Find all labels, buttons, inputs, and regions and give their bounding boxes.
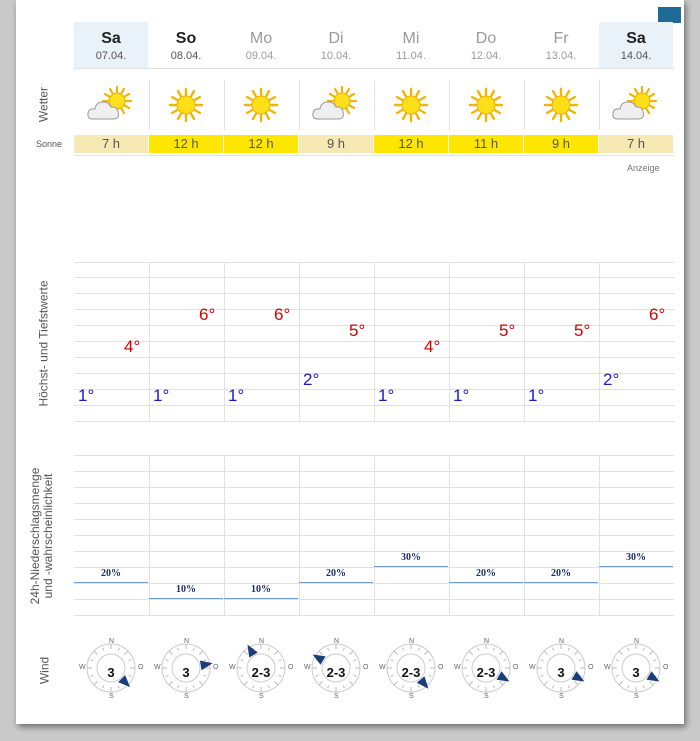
compass-n: N: [559, 638, 565, 645]
temp-low: 2°: [303, 370, 320, 389]
temp-col-sep: [374, 262, 375, 421]
precip-probability: 10%: [251, 584, 271, 595]
day-date: 11.04.: [396, 50, 426, 62]
wind-compass: [449, 635, 523, 705]
day-name: So: [175, 30, 197, 47]
sun-icon: [374, 80, 448, 130]
temp-col-sep: [299, 262, 300, 421]
temp-col-sep: [224, 262, 225, 421]
wind-compass: [224, 635, 298, 705]
temp-low: 1°: [228, 386, 245, 405]
wind-compass: [149, 635, 223, 705]
precip-probability: 10%: [176, 584, 196, 595]
day-header[interactable]: [449, 22, 523, 68]
day-date: 09.04.: [245, 50, 277, 62]
day-name: Sa: [626, 30, 646, 47]
wind-strength: 3: [632, 665, 640, 680]
wind-strength: 2-3: [326, 665, 346, 680]
wind-compass: [374, 635, 448, 705]
temp-high: 6°: [199, 305, 216, 324]
precip-col-sep: [149, 455, 150, 615]
day-date: 08.04.: [170, 50, 202, 62]
day-date: 13.04.: [545, 50, 577, 62]
sunshine-hours: 12 h: [374, 135, 448, 153]
compass-w: W: [454, 664, 461, 671]
compass-n: N: [634, 638, 640, 645]
sun-icon: [224, 80, 298, 130]
day-date: 10.04.: [320, 50, 352, 62]
day-date: 12.04.: [470, 50, 502, 62]
day-name: Mi: [402, 30, 420, 47]
partly-cloudy-icon: [74, 80, 148, 130]
precip-bar: [374, 566, 448, 567]
compass-o: O: [213, 664, 219, 671]
precip-probability: 20%: [101, 568, 121, 579]
day-name: Mo: [249, 30, 273, 47]
compass-s: S: [184, 693, 189, 700]
compass-n: N: [484, 638, 490, 645]
temp-high: 4°: [124, 337, 141, 356]
sunshine-hours: 11 h: [449, 135, 523, 153]
day-header[interactable]: [374, 22, 448, 68]
sunshine-hours: 7 h: [599, 135, 673, 153]
temp-low: 1°: [78, 386, 95, 405]
compass-o: O: [138, 664, 144, 671]
precipitation-label-line1: 24h-Niederschlagsmenge: [28, 467, 42, 605]
temp-high: 6°: [274, 305, 291, 324]
compass-n: N: [109, 638, 115, 645]
compass-n: N: [184, 638, 190, 645]
precip-col-sep: [299, 455, 300, 615]
compass-o: O: [363, 664, 369, 671]
compass-s: S: [259, 693, 264, 700]
day-header[interactable]: [599, 22, 673, 68]
compass-s: S: [484, 693, 489, 700]
sun-icon: [449, 80, 523, 130]
precip-bar: [224, 598, 298, 599]
wind-row-label: Wind: [37, 656, 52, 685]
compass-o: O: [588, 664, 594, 671]
compass-w: W: [79, 664, 86, 671]
temp-low: 1°: [528, 386, 545, 405]
temp-low: 1°: [378, 386, 395, 405]
partly-cloudy-icon: [599, 80, 673, 130]
compass-w: W: [229, 664, 236, 671]
day-name: Sa: [101, 30, 121, 47]
day-date: 07.04.: [95, 50, 127, 62]
precip-col-sep: [374, 455, 375, 615]
temp-low: 1°: [453, 386, 470, 405]
day-header[interactable]: [299, 22, 373, 68]
compass-s: S: [109, 693, 114, 700]
temp-high: 4°: [424, 337, 441, 356]
precip-probability: 20%: [476, 568, 496, 579]
wind-compass: [74, 635, 148, 705]
day-name: Di: [328, 30, 344, 47]
compass-w: W: [304, 664, 311, 671]
precip-bar: [299, 582, 373, 583]
corner-tab[interactable]: [658, 7, 681, 23]
temperature-row-label: Höchst- und Tiefstwerte: [36, 280, 51, 407]
precip-col-sep: [599, 455, 600, 615]
day-name: Fr: [553, 30, 569, 47]
sunshine-hours: 9 h: [299, 135, 373, 153]
day-header[interactable]: [149, 22, 223, 68]
precip-probability: 20%: [326, 568, 346, 579]
compass-w: W: [529, 664, 536, 671]
sunshine-hours: 12 h: [224, 135, 298, 153]
wind-strength: 3: [182, 665, 190, 680]
temp-high: 5°: [349, 321, 366, 340]
forecast-card: [16, 0, 684, 724]
sunshine-hours: 12 h: [149, 135, 223, 153]
day-name: Do: [475, 30, 497, 47]
precip-col-sep: [224, 455, 225, 615]
day-header[interactable]: [74, 22, 148, 68]
header-divider: [74, 68, 674, 69]
temp-gridline: [74, 421, 674, 422]
precip-gridline: [74, 615, 674, 616]
temp-low: 2°: [603, 370, 620, 389]
temp-col-sep: [449, 262, 450, 421]
temp-high: 5°: [499, 321, 516, 340]
compass-s: S: [634, 693, 639, 700]
day-header[interactable]: [524, 22, 598, 68]
precip-bar: [149, 598, 223, 599]
wind-strength: 2-3: [401, 665, 421, 680]
sun-row-divider: [74, 155, 674, 156]
temp-col-sep: [524, 262, 525, 421]
partly-cloudy-icon: [299, 80, 373, 130]
compass-n: N: [334, 638, 340, 645]
precip-bar: [599, 566, 673, 567]
compass-s: S: [334, 693, 339, 700]
compass-o: O: [513, 664, 519, 671]
compass-s: S: [559, 693, 564, 700]
wind-compass: [524, 635, 598, 705]
temp-col-sep: [599, 262, 600, 421]
compass-o: O: [663, 664, 669, 671]
temp-col-sep: [149, 262, 150, 421]
temp-high: 5°: [574, 321, 591, 340]
wind-compass: [599, 635, 673, 705]
wind-strength: 2-3: [251, 665, 271, 680]
wind-strength: 2-3: [476, 665, 496, 680]
compass-o: O: [438, 664, 444, 671]
sun-row-label: Sonne: [36, 139, 63, 149]
sun-icon: [149, 80, 223, 130]
compass-w: W: [604, 664, 611, 671]
precip-col-sep: [449, 455, 450, 615]
compass-n: N: [409, 638, 415, 645]
compass-w: W: [154, 664, 161, 671]
day-header[interactable]: [224, 22, 298, 68]
precip-probability: 30%: [626, 552, 646, 563]
ad-label: Anzeige: [627, 163, 660, 173]
precip-probability: 30%: [401, 552, 421, 563]
temp-high: 6°: [649, 305, 666, 324]
compass-n: N: [259, 638, 265, 645]
precip-bar: [74, 582, 148, 583]
temp-low: 1°: [153, 386, 170, 405]
precip-probability: 20%: [551, 568, 571, 579]
compass-w: W: [379, 664, 386, 671]
day-date: 14.04.: [620, 50, 652, 62]
precip-bar: [524, 582, 598, 583]
sunshine-hours: 9 h: [524, 135, 598, 153]
weather-row-label: Wetter: [36, 86, 51, 123]
compass-o: O: [288, 664, 294, 671]
precipitation-row-label: [29, 461, 57, 611]
sun-icon: [524, 80, 598, 130]
precip-bar: [449, 582, 523, 583]
precipitation-label-line2: und -wahrscheinlichkeit: [41, 473, 55, 599]
compass-s: S: [409, 693, 414, 700]
wind-compass: [299, 635, 373, 705]
wind-strength: 3: [107, 665, 115, 680]
sunshine-hours: 7 h: [74, 135, 148, 153]
wind-strength: 3: [557, 665, 565, 680]
precip-col-sep: [524, 455, 525, 615]
